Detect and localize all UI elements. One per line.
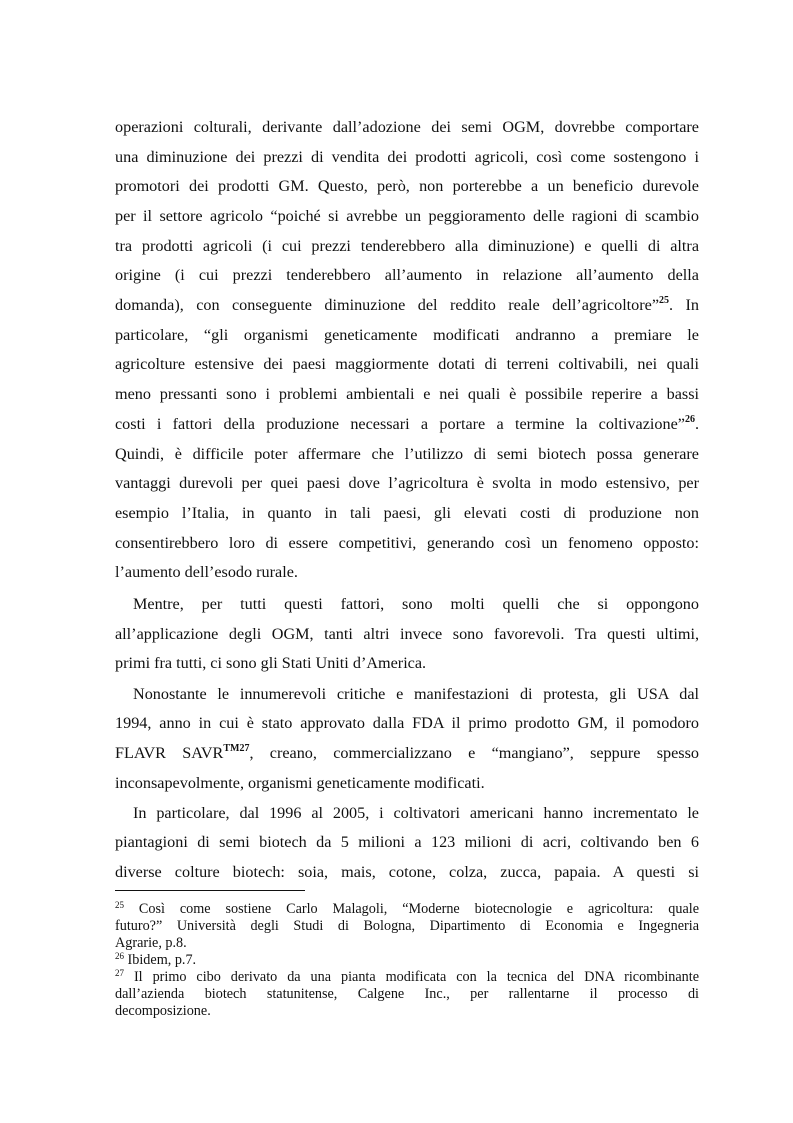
body-line: consentirebbero loro di essere competitivi, generando così un fenomeno opposto:: [115, 534, 699, 552]
body-line: [115, 295, 699, 315]
footnote-text: Ibidem, p.7.: [127, 952, 197, 968]
body-text: , creano, commercializzano e “mangiano”, seppure spesso: [249, 744, 699, 762]
footnote-25: [115, 901, 699, 918]
body-line: primi fra tutti, ci sono gli Stati Uniti d’America.: [115, 654, 427, 672]
body-line: [115, 414, 699, 434]
body-line: esempio l’Italia, in quanto in tali paesi, gli elevati costi di produzione non: [115, 504, 699, 522]
body-text: .: [694, 415, 699, 433]
body-text: costi i fattori della produzione necessari a portare a termine la coltivazione”: [115, 415, 685, 433]
body-line: meno pressanti sono i problemi ambientali e nei quali è possibile reperire a bassi: [115, 385, 699, 403]
body-line: Mentre, per tutti questi fattori, sono molti quelli che si oppongono: [133, 595, 699, 613]
footnote-text: Il primo cibo derivato da una pianta modificata con la tecnica del DNA ricombinante: [133, 969, 699, 985]
footnote-line: decomposizione.: [115, 1003, 211, 1019]
body-line: promotori dei prodotti GM. Questo, però, non porterebbe a un beneficio durevole: [115, 177, 699, 195]
footnote-text: Così come sostiene Carlo Malagoli, “Moderne biotecnologie e agricoltura: quale: [138, 901, 700, 917]
body-line: operazioni colturali, derivante dall’adozione dei semi OGM, dovrebbe comportare: [115, 118, 699, 136]
body-line: origine (i cui prezzi tenderebbero all’aumento in relazione all’aumento della: [115, 266, 699, 284]
footnote-line: dall’azienda biotech statunitense, Calgene Inc., per rallentarne il processo di: [115, 986, 699, 1002]
body-text: . In: [669, 296, 699, 314]
body-line: particolare, “gli organismi geneticamente modificati andranno a premiare le: [115, 326, 699, 344]
body-line: per il settore agricolo “poiché si avrebbe un peggioramento delle ragioni di scambio: [115, 207, 699, 225]
body-line: tra prodotti agricoli (i cui prezzi tenderebbero alla diminuzione) e quelli di altra: [115, 237, 699, 255]
footnote-ref-25[interactable]: 25: [659, 295, 670, 306]
body-line: diverse colture biotech: soia, mais, cotone, colza, zucca, papaia. A questi si: [115, 863, 699, 881]
body-line: [115, 743, 699, 763]
body-line: vantaggi durevoli per quei paesi dove l’agricoltura è svolta in modo estensivo, per: [115, 474, 699, 492]
body-line: Nonostante le innumerevoli critiche e manifestazioni di protesta, gli USA dal: [133, 685, 699, 703]
footnote-separator: [115, 890, 305, 891]
body-line: 1994, anno in cui è stato approvato dalla FDA il primo prodotto GM, il pomodoro: [115, 714, 699, 732]
body-line: Quindi, è difficile poter affermare che l’utilizzo di semi biotech possa generare: [115, 445, 699, 463]
body-line: l’aumento dell’esodo rurale.: [115, 563, 298, 581]
footnote-26: [115, 952, 699, 969]
body-text: domanda), con conseguente diminuzione del reddito reale dell’agricoltore”: [115, 296, 660, 314]
footnote-number: 25: [115, 900, 124, 910]
footnote-number: 27: [115, 968, 124, 978]
body-line: una diminuzione dei prezzi di vendita dei prodotti agricoli, così come sostengono i: [115, 148, 699, 166]
body-line: piantagioni di semi biotech da 5 milioni a 123 milioni di acri, coltivando ben 6: [115, 833, 699, 851]
footnote-27: [115, 969, 699, 986]
footnote-ref-26[interactable]: 26: [684, 414, 695, 425]
footnote-line: Agrarie, p.8.: [115, 935, 187, 951]
footnote-line: futuro?” Università degli Studi di Bologna, Dipartimento di Economia e Ingegneria: [115, 918, 699, 934]
body-line: agricolture estensive dei paesi maggiormente dotati di terreni coltivabili, nei quali: [115, 355, 699, 373]
footnote-ref-27[interactable]: TM27: [223, 743, 250, 754]
footnote-number: 26: [115, 951, 124, 961]
body-line: inconsapevolmente, organismi geneticamente modificati.: [115, 774, 485, 792]
body-line: In particolare, dal 1996 al 2005, i coltivatori americani hanno incrementato le: [133, 804, 699, 822]
body-text: FLAVR SAVR: [115, 744, 224, 762]
body-line: all’applicazione degli OGM, tanti altri invece sono favorevoli. Tra questi ultimi,: [115, 625, 699, 643]
